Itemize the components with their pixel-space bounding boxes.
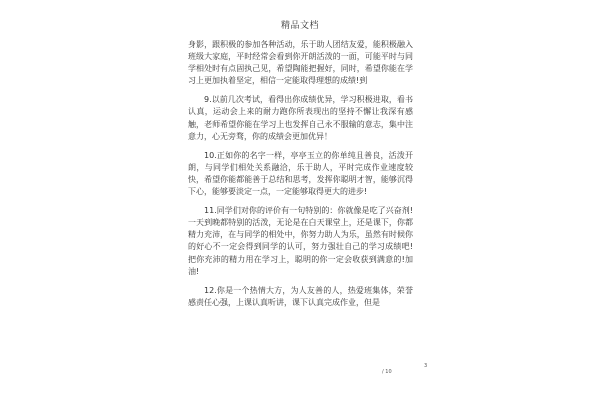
page-number: / 10: [382, 369, 392, 375]
paragraph: 身影，跟积极的参加各种活动，乐于助人团结友爱，能积极融入班级大家庭，平时经常会看到你开朗活泼的一面，可能平时与同学相处时有点固执己见，希望陶能把握好，同时，希望你能在学习上更加执着坚定，相信一定能取得理想的成绩!到: [188, 40, 413, 86]
page-header-title: 精品文档: [280, 21, 319, 31]
page-mark: 3: [424, 363, 428, 369]
document-body: [188, 39, 413, 316]
paragraph: 12.你是一个热情大方，为人友善的人，热爱班集体，荣誉感责任心强，上课认真听讲，课下认真完成作业，但是: [188, 285, 413, 307]
paragraph: 11.同学们对你的评价有一句特别的：你就像是吃了兴奋剂!一天到晚都特别的活泼，无论是在白天课堂上，还是课下，你都精力充沛，在与同学的相处中，你努力助人为乐，虽然有时候你的好心不一定会得到同学的认可，努力强壮自己的学习成绩吧!把你充沛的精力用在学习上，聪明的你一定会收获到满意的!加油!: [188, 206, 413, 276]
paragraph: 10.正如你的名字一样，亭亭玉立的你单纯且善良，活泼开朗，与同学们相处关系融洽，乐于助人，平时完成作业速度较快，希望你能都能善于总结和思考，发挥你聪明才智，能够沉得下心，能够要淡定一点，一定能够取得更大的进步!: [188, 150, 413, 197]
paragraph: 9.以前几次考试，看得出你成绩优异，学习积极进取，看书认真，运动会上来的耐力跑你所表现出的坚持不懈让我深有感触，老师希望你能在学习上也发挥自己永不服输的意志，集中注意力，心无旁骛，你的成绩会更加优异！: [188, 95, 413, 141]
